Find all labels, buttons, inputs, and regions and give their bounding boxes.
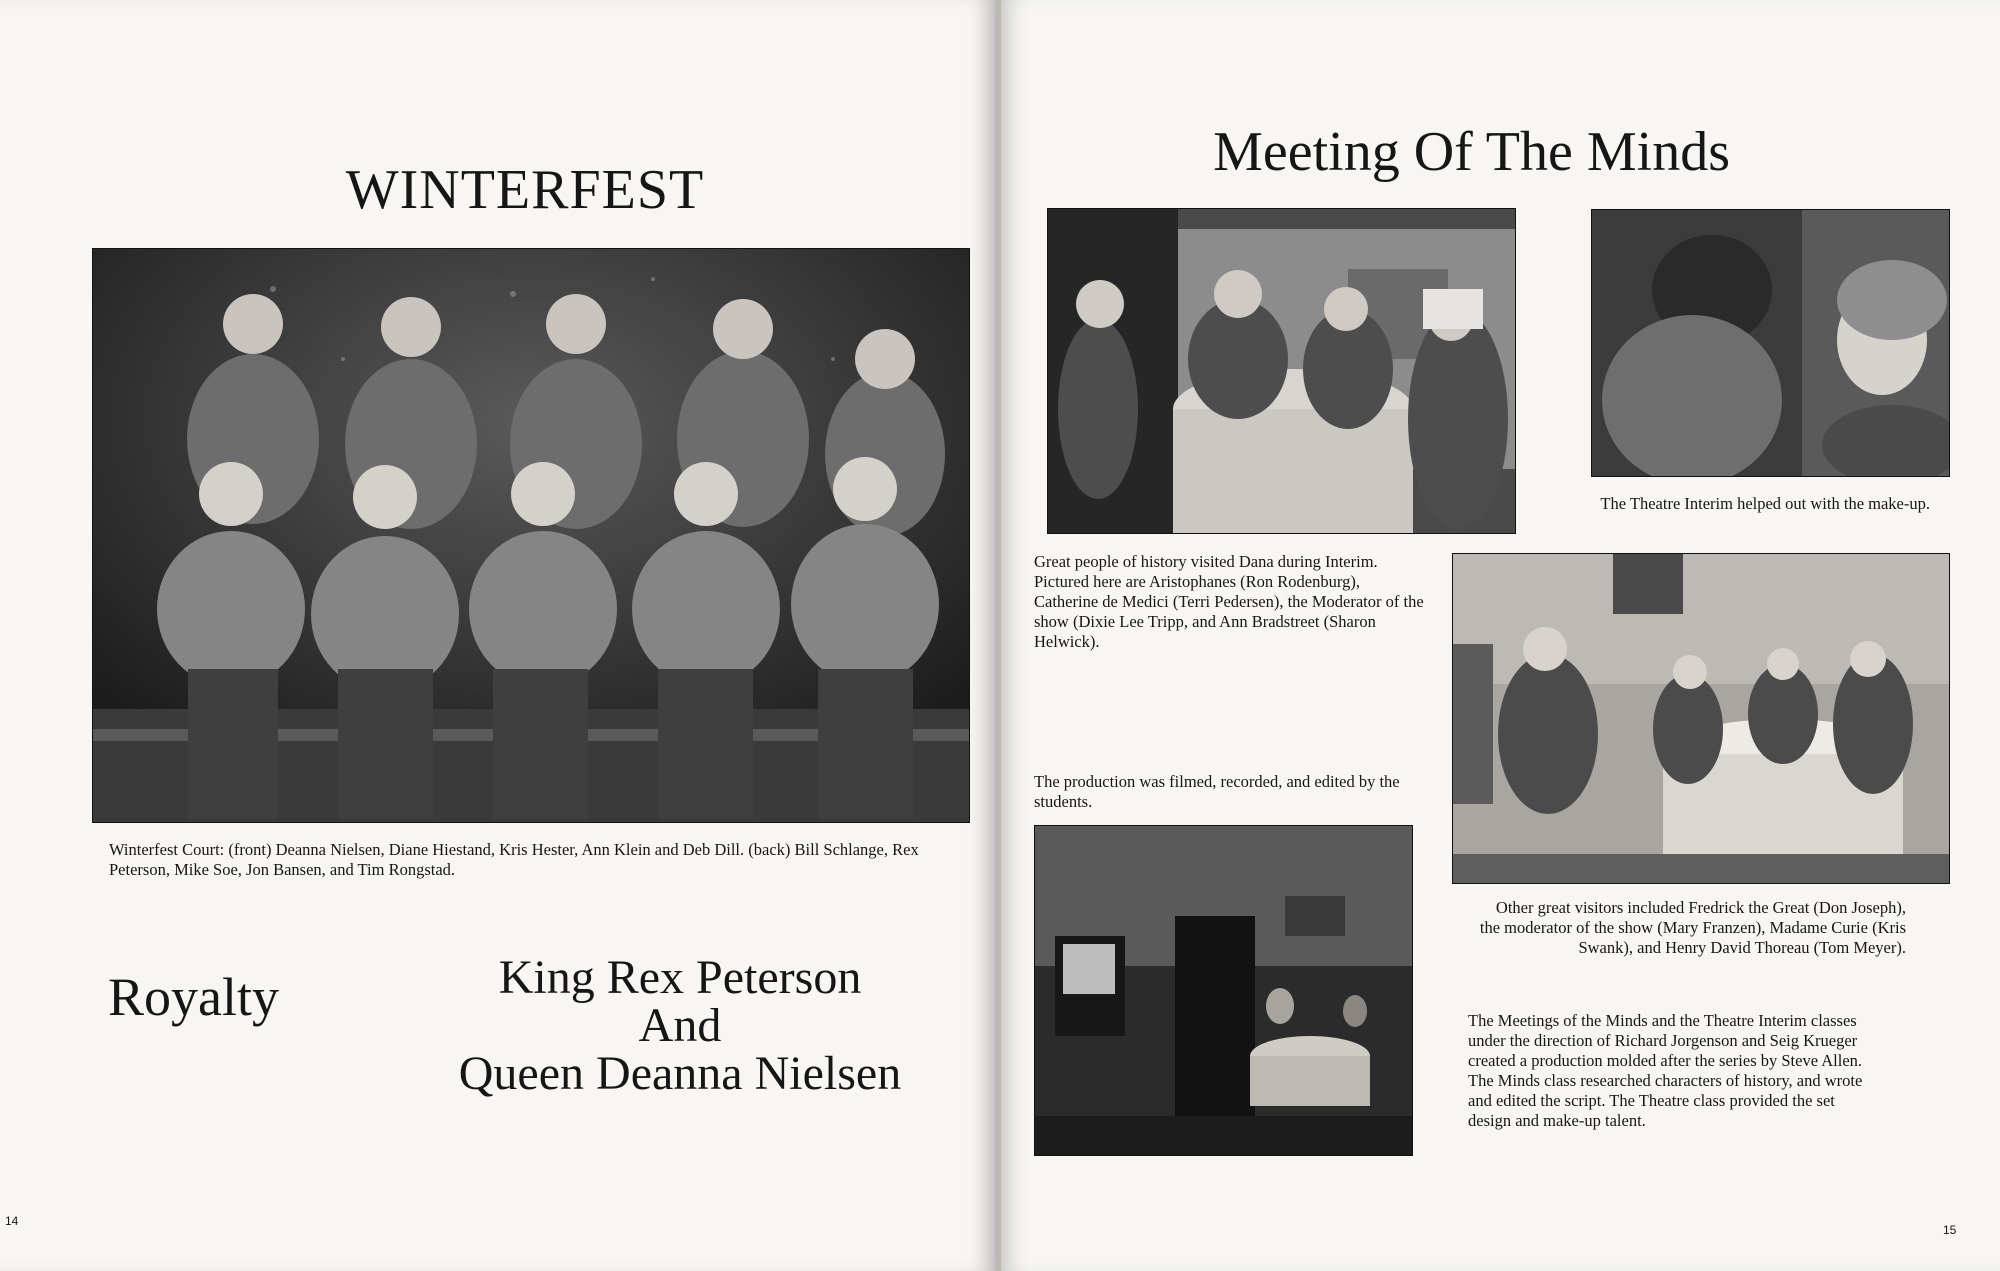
winterfest-court-photo (92, 248, 970, 823)
production-caption: The production was filmed, recorded, and edited by the students. (1034, 772, 1400, 811)
visitors-table-photo (1452, 553, 1950, 884)
page-number-left: 14 (5, 1214, 19, 1228)
king-line: King Rex Peterson (498, 951, 862, 1004)
other-visitors-caption: Other great visitors included Fredrick the Great (Don Joseph), the moderator of the show (Mary Franzen), Madame Curie (Kris Swank), and Henry David Thoreau (Tom Meyer). (1479, 898, 1906, 957)
page-number-right: 15 (1943, 1223, 1957, 1237)
and-line: And (638, 999, 722, 1052)
classes-caption: The Meetings of the Minds and the Theatre Interim classes under the direction of Richard Jorgenson and Seig Krueger created a production molded after the series by Steve Allen. The Minds class researched characters of history, and wrote and edited the script. The Theatre class provided the set design and make-up talent. (1468, 1011, 1863, 1130)
queen-line: Queen Deanna Nielsen (458, 1047, 902, 1100)
great-people-table-photo (1047, 208, 1516, 534)
court-photo-caption: Winterfest Court: (front) Deanna Nielsen, Diane Hiestand, Kris Hester, Ann Klein and Deb Dill. (back) Bill Schlange, Rex Peterson, Mike Soe, Jon Bansen, and Tim Rongstad. (109, 840, 919, 879)
royalty-names (418, 951, 942, 1100)
royalty-label: Royalty (108, 967, 279, 1027)
makeup-photo (1591, 209, 1950, 477)
meeting-of-the-minds-title: Meeting Of The Minds (1213, 121, 1730, 183)
great-people-caption: Great people of history visited Dana during Interim. Pictured here are Aristophanes (Ron Rodenburg), Catherine de Medici (Terri Pedersen), the Moderator of the show (Dixie Lee Tripp, and Ann Bradstreet (Sharon Helwick). (1034, 552, 1424, 651)
production-filming-photo (1034, 825, 1413, 1156)
winterfest-title: WINTERFEST (345, 159, 705, 221)
makeup-caption: The Theatre Interim helped out with the make-up. (1600, 494, 1930, 513)
